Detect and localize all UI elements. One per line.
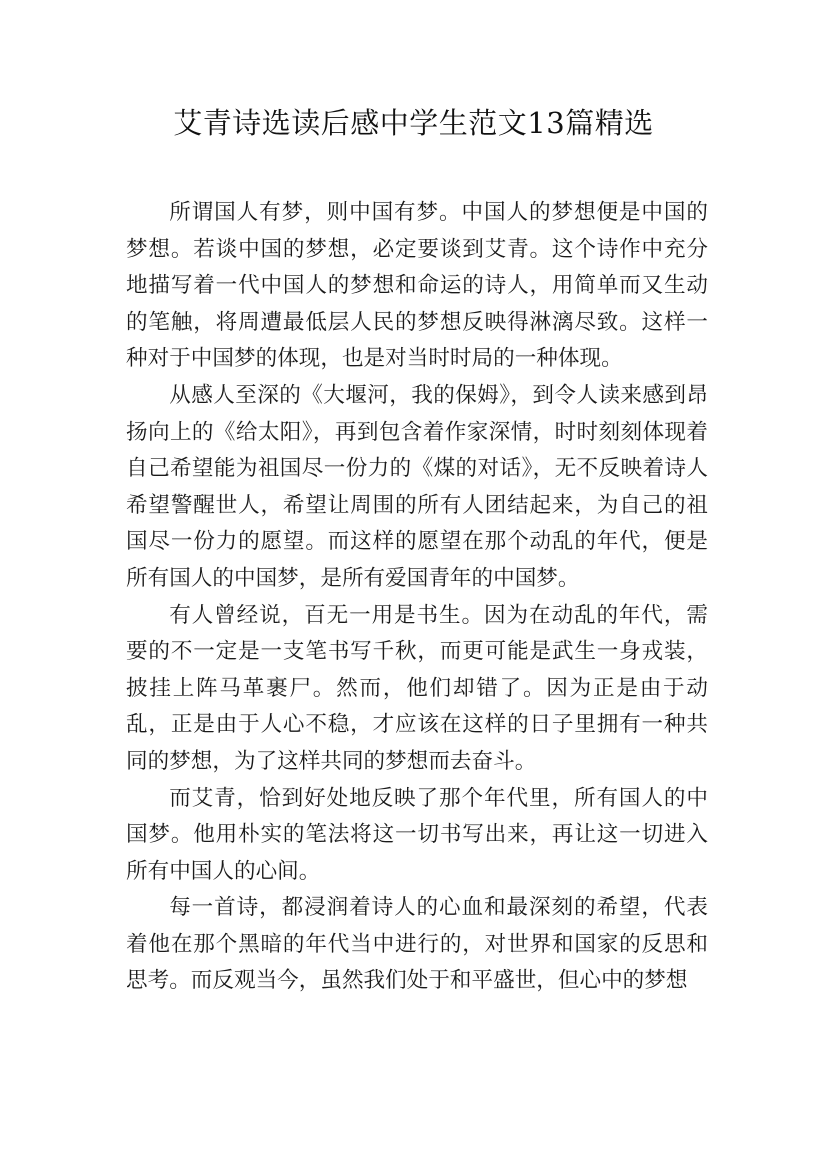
paragraph-5: 每一首诗，都浸润着诗人的心血和最深刻的希望，代表着他在那个黑暗的年代当中进行的，对世界和国家的反思和思考。而反观当今，虽然我们处于和平盛世，但心中的梦想	[126, 895, 708, 994]
paragraph-2: 从感人至深的《大堰河，我的保姆》，到令人读来感到昂扬向上的《给太阳》，再到包含着作家深情，时时刻刻体现着自己希望能为祖国尽一份力的《煤的对话》，无不反映着诗人希望警醒世人，希望让周围的所有人团结起来，为自己的祖国尽一份力的愿望。而这样的愿望在那个动乱的年代，便是所有国人的中国梦，是所有爱国青年的中国梦。	[126, 382, 708, 591]
document-title: 艾青诗选读后感中学生范文13篇精选	[173, 106, 654, 140]
document-body	[126, 195, 708, 1000]
paragraph-3: 有人曾经说，百无一用是书生。因为在动乱的年代，需要的不一定是一支笔书写千秋，而更可能是武生一身戎装，披挂上阵马革裹尸。然而，他们却错了。因为正是由于动乱，正是由于人心不稳，才应该在这样的日子里拥有一种共同的梦想，为了这样共同的梦想而去奋斗。	[126, 602, 708, 774]
paragraph-4: 而艾青，恰到好处地反映了那个年代里，所有国人的中国梦。他用朴实的笔法将这一切书写出来，再让这一切进入所有中国人的心间。	[126, 785, 708, 884]
paragraph-1: 所谓国人有梦，则中国有梦。中国人的梦想便是中国的梦想。若谈中国的梦想，必定要谈到艾青。这个诗作中充分地描写着一代中国人的梦想和命运的诗人，用简单而又生动的笔触，将周遭最低层人民的梦想反映得淋漓尽致。这样一种对于中国梦的体现，也是对当时时局的一种体现。	[126, 200, 708, 372]
